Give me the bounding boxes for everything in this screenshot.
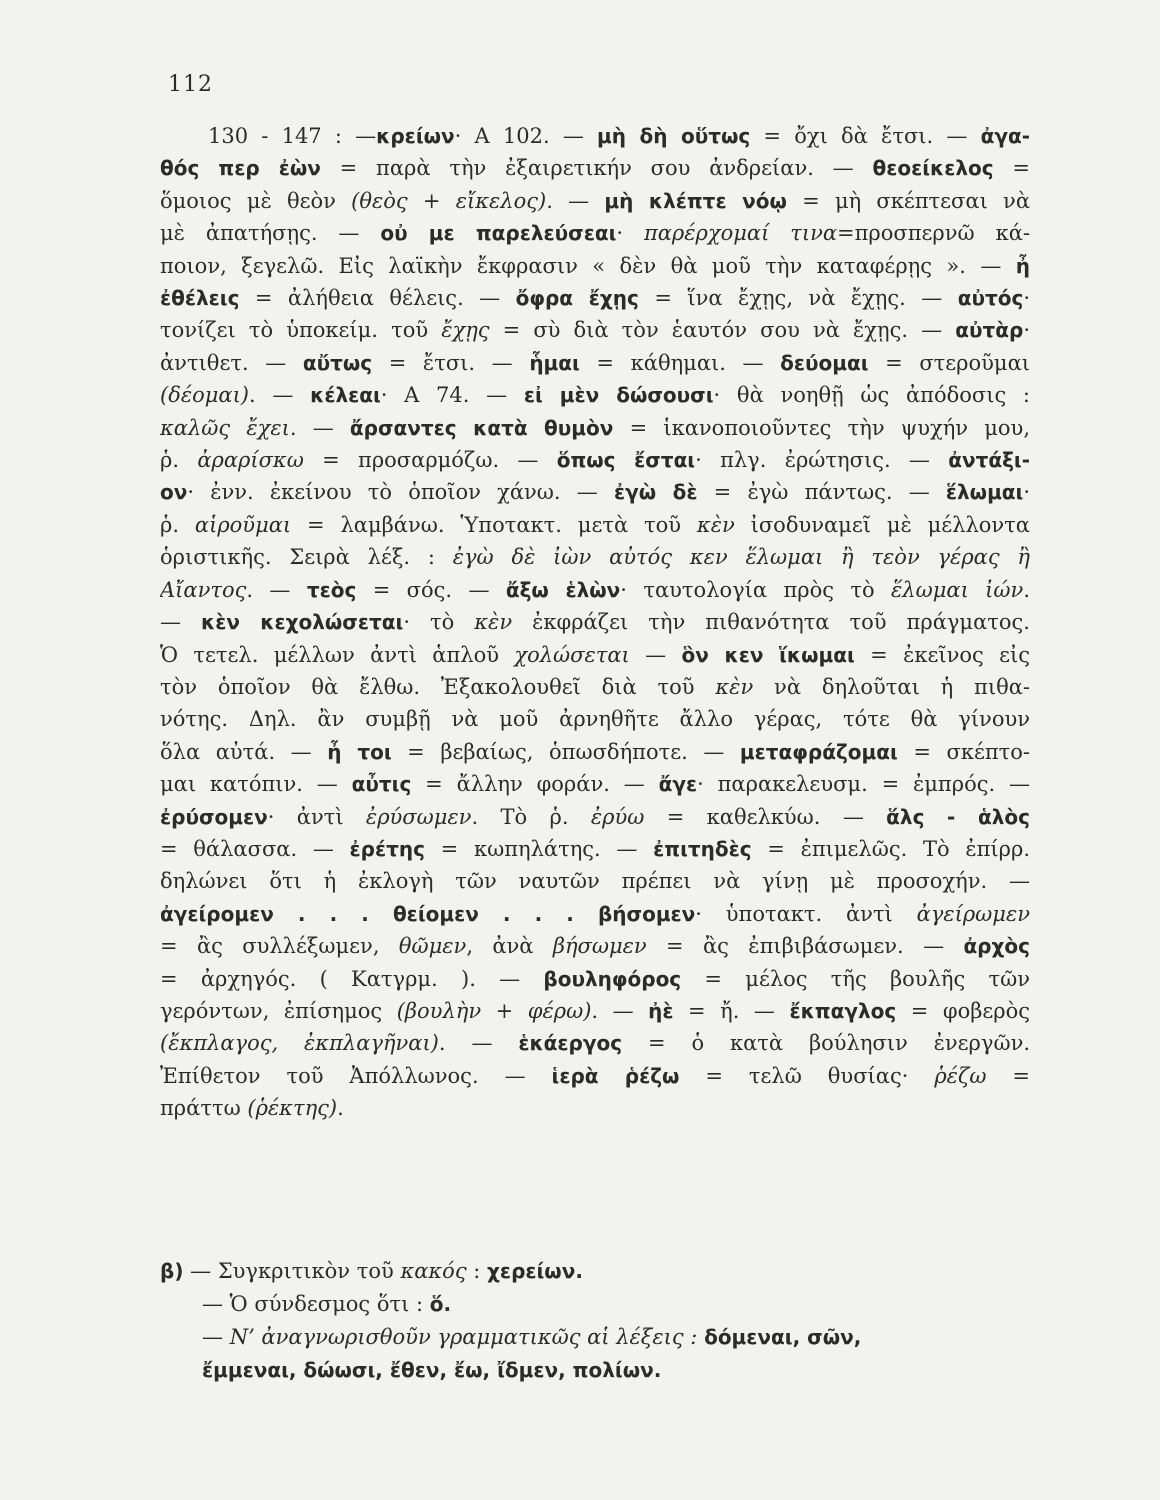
- commentary-line: μαι κατόπιν. — αὖτις = ἄλλην φοράν. — ἄγε· παρακελευσμ. = ἐμπρός. —: [160, 772, 1030, 797]
- commentary-line: = ἀρχηγός. ( Κατγρμ. ). — βουληφόρος = μέλος τῆς βουλῆς τῶν: [160, 966, 1030, 991]
- commentary-line: = θάλασσα. — ἐρέτης = κωπηλάτης. — ἐπιτηδὲς = ἐπιμελῶς. Τὸ ἐπίρρ.: [160, 836, 1030, 861]
- commentary-line: 130 - 147 : —κρείων· Α 102. — μὴ δὴ οὕτως = ὄχι δὰ ἔτσι. — ἀγα-: [208, 124, 1030, 148]
- commentary-line: ἀγείρομεν . . . θείομεν . . . βήσομεν· ὑποτακτ. ἀντὶ ἀγείρωμεν: [160, 901, 1030, 926]
- commentary-line: Ὁ τετελ. μέλλων ἀντὶ ἁπλοῦ χολώσεται — ὃν κεν ἵκωμαι = ἐκεῖνος εἰς: [160, 642, 1030, 667]
- page-number: 112: [168, 72, 213, 97]
- note-line: — Ν’ ἀναγνωρισθοῦν γραμματικῶς αἱ λέξεις : δόμεναι, σῶν,: [202, 1325, 862, 1349]
- commentary-line: ὅλα αὐτά. — ἦ τοι = βεβαίως, ὁπωσδήποτε. — μεταφράζομαι = σκέπτο-: [160, 739, 1030, 764]
- commentary-line: μὲ ἀπατήσῃς. — οὐ με παρελεύσεαι· παρέρχομαί τινα=προσπερνῶ κά-: [160, 221, 1030, 246]
- commentary-line: = ἂς συλλέξωμεν, θῶμεν, ἀνὰ βήσωμεν = ἂς ἐπιβιβάσωμεν. — ἀρχὸς: [160, 934, 1030, 959]
- commentary-line: πράττω (ῥέκτης).: [160, 1096, 344, 1121]
- commentary-line: νότης. Δηλ. ἂν συμβῇ νὰ μοῦ ἀρνηθῆτε ἄλλο γέρας, τότε θὰ γίνουν: [160, 707, 1030, 732]
- commentary-line: τονίζει τὸ ὑποκείμ. τοῦ ἔχῃς = σὺ διὰ τὸν ἑαυτόν σου νὰ ἔχῃς. — αὐτὰρ·: [160, 318, 1030, 343]
- commentary-line: ποιον, ξεγελῶ. Εἰς λαϊκὴν ἔκφρασιν « δὲν θὰ μοῦ τὴν καταφέρῃς ». — ἦ: [160, 253, 1030, 278]
- commentary-line: γερόντων, ἐπίσημος (βουλὴν + φέρω). — ἠὲ = ἤ. — ἔκπαγλος = φοβερὸς: [160, 998, 1030, 1023]
- commentary-line: ἐρύσομεν· ἀντὶ ἐρύσωμεν. Τὸ ῥ. ἐρύω = καθελκύω. — ἅλς - ἁλὸς: [160, 804, 1030, 829]
- commentary-line: ον· ἐνν. ἐκείνου τὸ ὁποῖον χάνω. — ἐγὼ δὲ = ἐγὼ πάντως. — ἕλωμαι·: [160, 480, 1030, 505]
- commentary-line: (ἔκπλαγος, ἐκπλαγῆναι). — ἑκάεργος = ὁ κατὰ βούλησιν ἐνεργῶν.: [160, 1031, 1030, 1056]
- commentary-block: [160, 120, 1030, 1125]
- commentary-line: δηλώνει ὅτι ἡ ἐκλογὴ τῶν ναυτῶν πρέπει νὰ γίνῃ μὲ προσοχήν. —: [160, 869, 1030, 894]
- commentary-line: (δέομαι). — κέλεαι· Α 74. — εἰ μὲν δώσουσι· θὰ νοηθῇ ὡς ἀπόδοσις :: [160, 383, 1030, 408]
- note-line: — Ὁ σύνδεσμος ὅτι : ὅ.: [202, 1292, 452, 1316]
- notes-block: [160, 1255, 1030, 1387]
- commentary-line: ῥ. ἀραρίσκω = προσαρμόζω. — ὅπως ἔσται· πλγ. ἐρώτησις. — ἀντάξι-: [160, 448, 1030, 473]
- commentary-line: τὸν ὁποῖον θὰ ἔλθω. Ἐξακολουθεῖ διὰ τοῦ κὲν νὰ δηλοῦται ἡ πιθα-: [160, 674, 1030, 699]
- commentary-line: Αἴαντος. — τεὸς = σός. — ἄξω ἑλὼν· ταυτολογία πρὸς τὸ ἕλωμαι ἰών.: [160, 577, 1030, 602]
- commentary-line: — κὲν κεχολώσεται· τὸ κὲν ἐκφράζει τὴν πιθανότητα τοῦ πράγματος.: [160, 610, 1030, 635]
- commentary-line: καλῶς ἔχει. — ἄρσαντες κατὰ θυμὸν = ἱκανοποιοῦντες τὴν ψυχήν μου,: [160, 415, 1030, 440]
- commentary-line: ὁριστικῆς. Σειρὰ λέξ. : ἐγὼ δὲ ἰὼν αὐτός κεν ἕλωμαι ἢ τεὸν γέρας ἢ: [160, 545, 1030, 570]
- commentary-line: ἐθέλεις = ἀλήθεια θέλεις. — ὄφρα ἔχῃς = ἵνα ἔχῃς, νὰ ἔχῃς. — αὐτός·: [160, 286, 1030, 311]
- commentary-line: ὅμοιος μὲ θεὸν (θεὸς + εἴκελος). — μὴ κλέπτε νόῳ = μὴ σκέπτεσαι νὰ: [160, 188, 1030, 213]
- commentary-line: Ἐπίθετον τοῦ Ἀπόλλωνος. — ἱερὰ ῥέζω = τελῶ θυσίας· ῥέζω =: [160, 1063, 1030, 1088]
- commentary-line: ῥ. αἱροῦμαι = λαμβάνω. Ὑποτακτ. μετὰ τοῦ κὲν ἰσοδυναμεῖ μὲ μέλλοντα: [160, 512, 1030, 537]
- commentary-line: ἀντιθετ. — αὔτως = ἔτσι. — ἧμαι = κάθημαι. — δεύομαι = στεροῦμαι: [160, 350, 1030, 375]
- commentary-line: θός περ ἐὼν = παρὰ τὴν ἐξαιρετικήν σου ἀνδρείαν. — θεοείκελος =: [160, 156, 1030, 181]
- note-line: β) — Συγκριτικὸν τοῦ κακός : χερείων.: [160, 1259, 583, 1283]
- note-line: ἔμμεναι, δώωσι, ἔθεν, ἔω, ἴδμεν, πολίων.: [202, 1358, 662, 1382]
